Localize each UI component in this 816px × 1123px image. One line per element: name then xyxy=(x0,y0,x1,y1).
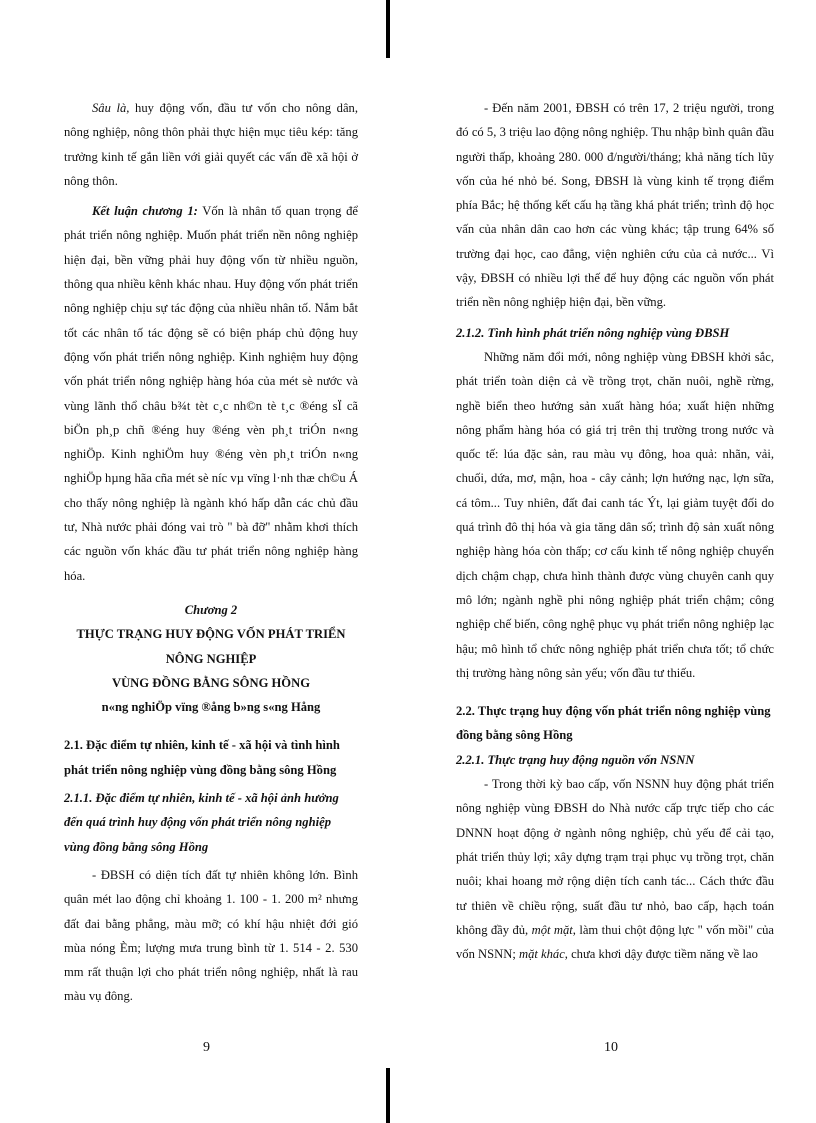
paragraph-natural: - ĐBSH có diện tích đất tự nhiên không lớn. Bình quân mét lao động chỉ khoảng 1. 100 - 1. 200 m² nhưng đất đai bằng phẳng, màu mỡ; có khí hậu nhiệt đới gió mùa nóng Èm; lượng mưa trung bình từ 1. 514 - 2. 530 mm rất thuận lợi cho phát triển nông nghiệp, nhất là rau màu vụ đông. xyxy=(64,867,358,1004)
nsnn-text-e: , chưa khơi dậy được tiềm năng về lao xyxy=(564,947,758,962)
paragraph-development: Những năm đổi mới, nông nghiệp vùng ĐBSH khởi sắc, phát triển toàn diện cả về trồng trọt, chăn nuôi, nghề rừng, nghề biển theo hướng sản xuất hàng hóa; xuất hiện những nông phẩm hàng hóa có giá trị trên thị trường trong nước và quốc tế: lúa đặc sản, rau màu vụ đông, hoa quả: nhãn, vải, chuối, dứa, mơ, mận, hoa - cây cảnh; lợn hướng nạc, lợn sữa, cá tôm... Tuy nhiên, đất đai canh tác Ýt, lại giảm tuyệt đối do quá trình đô thị hóa và gia tăng dân số; trình độ sản xuất nông nghiệp hàng hóa còn thấp; cơ cấu kinh tế nông nghiệp chuyển dịch chậm chạp, chưa hình thành được vùng chuyên canh quy mô lớn; ngành nghề phi nông nghiệp phát triển chậm; công nghiệp chế biến, công nghệ phục vụ phát triển nông nghiệp lạc hậu; mô hình tổ chức nông nghiệp phát triển chưa tốt; tổ chức thị trường hàng nông sản yếu; vốn đầu tư thiếu. xyxy=(456,349,774,680)
conclusion-lead: Kết luận chương 1: xyxy=(92,204,198,219)
center-fold-line-top xyxy=(386,0,390,58)
heading-2-1-2: 2.1.2. Tình hình phát triển nông nghiệp vùng ĐBSH xyxy=(456,325,730,340)
page-number-right: 10 xyxy=(604,1040,618,1055)
nsnn-text-c: , làm thui chột động lực " vốn mồi" của vốn NSNN; xyxy=(456,922,774,962)
page-number-left: 9 xyxy=(203,1040,210,1055)
intro-text: huy động vốn, đầu tư vốn cho nông dân, nông nghiệp, nông thôn phải thực hiện mục tiêu kép: tăng trưởng kinh tế gắn liền với giải quyết các vấn đề xã hội ở nông thôn. xyxy=(64,101,359,188)
paragraph-population: - Đến năm 2001, ĐBSH có trên 17, 2 triệu người, trong đó có 5, 3 triệu lao động nông nghiệp. Thu nhập bình quân đầu người thấp, khoảng 280. 000 đ/người/tháng; khả năng tích lũy vốn của hé nhỏ bé. Song, ĐBSH là vùng kinh tế trọng điểm phía Bắc; hệ thống kết cấu hạ tầng khá phát triển; trình độ học vấn của nhân dân cao hơn các vùng khác; tập trung 64% số trường đại học, cao đẳng, viện nghiên cứu của cả nước... Vì vậy, ĐBSH có nhiều lợi thế để huy động các nguồn vốn phát triển nền nông nghiệp hiện đại, bền vững. xyxy=(456,101,774,310)
paragraph-nsnn xyxy=(456,772,774,966)
intro-lead: Sâu là, xyxy=(92,101,130,115)
center-fold-line-bottom xyxy=(386,1068,390,1123)
heading-2-2-1: 2.2.1. Thực trạng huy động nguồn vốn NSNN xyxy=(456,752,695,767)
chapter-title-line3: n«ng nghiÖp vïng ®ång b»ng s«ng Hång xyxy=(101,700,321,715)
paragraph-intro xyxy=(64,96,358,193)
chapter-title-line2: VÙNG ĐỒNG BẰNG SÔNG HỒNG xyxy=(111,675,310,690)
conclusion-text: Vốn là nhân tố quan trọng để phát triển nông nghiệp. Muốn phát triển nền nông nghiệp hiện đại, bền vững phải huy động vốn từ nhiều nguồn, thông qua nhiều kênh khác nhau. Huy động vốn phát triển nông nghiệp chịu sự tác động của nhiều nhân tố. Nắm bắt tốt các nhân tố tác động sẽ có biện pháp chủ động huy động vốn phát triển nông nghiệp. Kinh nghiệm huy động vốn phát triển nông nghiệp hàng hóa của mét sè nước và vùng lãnh thổ châu b¾t tèt c¸c nh©n tè t¸c ®éng sÏ cã biÖn ph¸p chñ ®éng huy ®éng vèn ph¸t triÓn n«ng nghiÖp. Kinh nghiÖm huy ®éng vèn ph¸t triÓn n«ng nghiÖp hµng hãa cña mét sè níc vµ vïng l·nh thæ ch©u Á cho thấy nông nghiệp là ngành khó hấp dẫn các chủ đầu tư, Nhà nước phải đóng vai trò " bà đỡ" nhằm khơi thích các nguồn vốn khác đầu tư phát triển nông nghiệp hàng hóa. xyxy=(64,204,358,583)
chapter-title-line1: THỰC TRẠNG HUY ĐỘNG VỐN PHÁT TRIỂN NÔNG NGHIỆP xyxy=(76,627,346,666)
paragraph-conclusion xyxy=(64,199,358,588)
heading-2-1-1: 2.1.1. Đặc điểm tự nhiên, kinh tế - xã hội ảnh hưởng đến quá trình huy động vốn phát triển nông nghiệp vùng đồng bằng sông Hồng xyxy=(64,791,339,854)
heading-2-1: 2.1. Đặc điểm tự nhiên, kinh tế - xã hội và tình hình phát triển nông nghiệp vùng đồng bằng sông Hồng xyxy=(64,738,340,777)
right-page-column xyxy=(456,96,774,966)
nsnn-text-a: - Trong thời kỳ bao cấp, vốn NSNN huy động phát triển nông nghiệp vùng ĐBSH do Nhà nước cấp trực tiếp cho các DNNN hoạt động ở ngành nông nghiệp, chủ yếu để cải tạo, phát triển thủy lợi; xây dựng trạm trại phục vụ trồng trọt, chăn nuôi; khai hoang mở rộng diện tích canh tác... Cách thức đầu tư thiên về chiều rộng, suất đầu tư nhỏ, bao cấp, hạch toán không đầy đủ, xyxy=(456,777,774,937)
nsnn-emphasis-2: mặt khác xyxy=(518,947,565,962)
left-page-column xyxy=(64,96,358,1009)
heading-2-2: 2.2. Thực trạng huy động vốn phát triển nông nghiệp vùng đồng bằng sông Hồng xyxy=(456,704,771,743)
chapter-label: Chương 2 xyxy=(184,602,238,617)
nsnn-emphasis-1: một mặt xyxy=(531,922,573,937)
